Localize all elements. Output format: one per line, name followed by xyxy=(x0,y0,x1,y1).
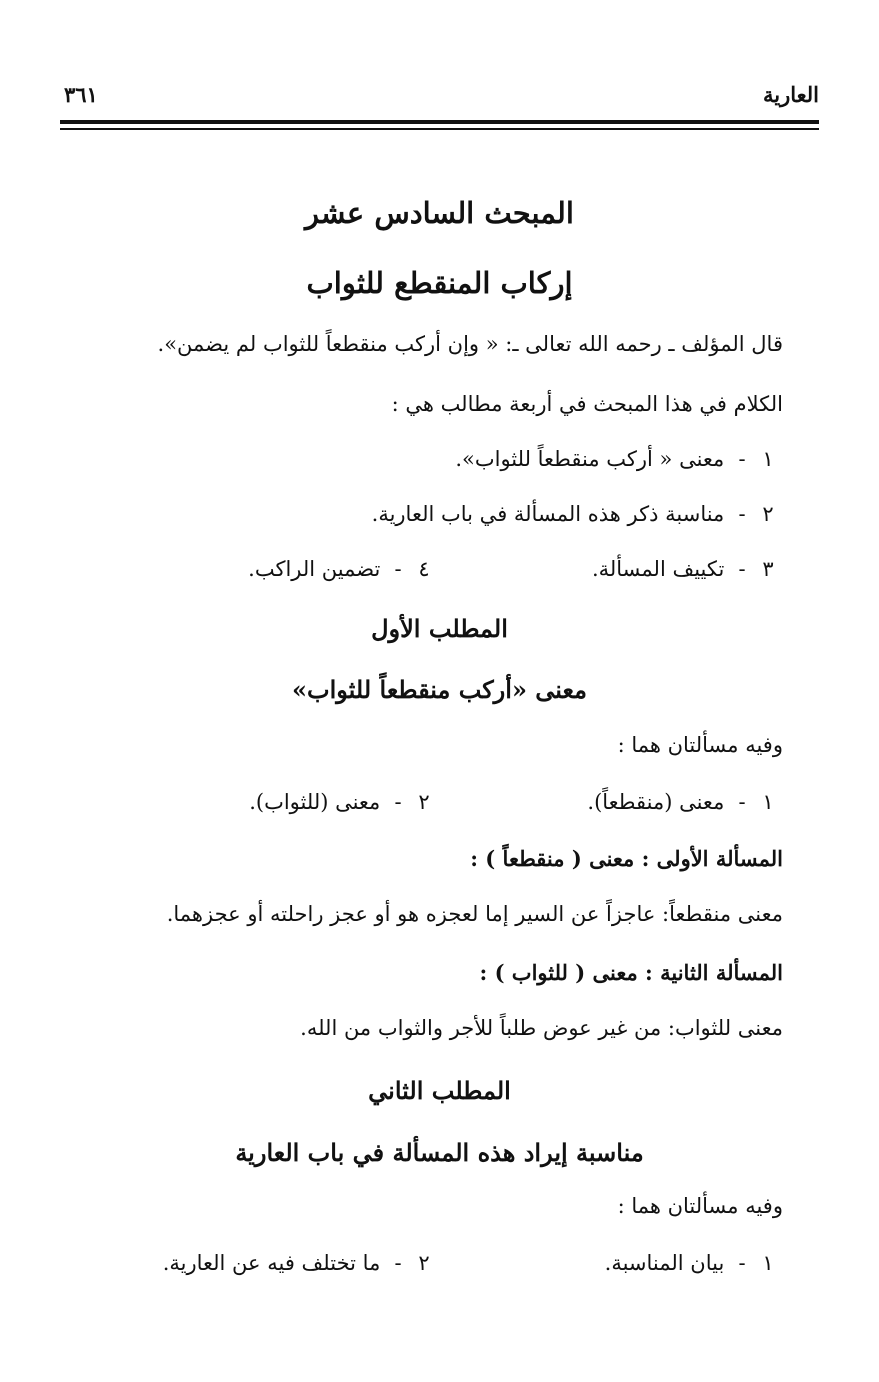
matlab2-item-1 xyxy=(605,1251,783,1275)
page-number: ٣٦١ xyxy=(64,82,98,107)
header-rule-thick xyxy=(60,120,819,124)
question2-text: معنى للثواب: من غير عوض طلباً للأجر والثواب من الله. xyxy=(300,1016,783,1040)
section-subtitle: إركاب المنقطع للثواب xyxy=(306,266,573,300)
item-text: ما تختلف فيه عن العارية. xyxy=(162,1251,381,1275)
item-dash: - xyxy=(738,790,746,814)
running-header xyxy=(60,82,819,118)
item-dash: - xyxy=(394,790,402,814)
item-number: ٢ xyxy=(762,502,774,526)
question2-heading: المسألة الثانية : معنى ( للثواب ) : xyxy=(479,960,783,985)
item-text: معنى (للثواب). xyxy=(249,790,381,814)
item-text: معنى « أركب منقطعاً للثواب». xyxy=(455,447,725,471)
section-title: المبحث السادس عشر xyxy=(305,196,574,230)
item-dash: - xyxy=(738,447,746,471)
question1-heading: المسألة الأولى : معنى ( منقطعاً ) : xyxy=(470,846,783,871)
matlab2-title: مناسبة إيراد هذه المسألة في باب العارية xyxy=(235,1138,644,1167)
item-dash: - xyxy=(738,502,746,526)
matlab1-title: معنى «أركب منقطعاً للثواب» xyxy=(292,675,587,704)
item-number: ١ xyxy=(762,447,774,471)
outline-item-1 xyxy=(455,447,783,471)
item-text: معنى (منقطعاً). xyxy=(587,790,725,814)
outline-item-2 xyxy=(372,502,783,526)
matlab1-heading: المطلب الأول xyxy=(371,614,508,643)
item-number: ١ xyxy=(762,790,774,814)
outline-item-3 xyxy=(592,557,783,581)
matlab2-intro: وفيه مسألتان هما : xyxy=(617,1194,783,1218)
item-text: تكييف المسألة. xyxy=(591,557,725,581)
item-text: تضمين الراكب. xyxy=(248,557,381,581)
matlab1-item-2 xyxy=(249,790,439,814)
item-number: ٣ xyxy=(762,557,774,581)
quote-line: قال المؤلف ـ رحمه الله تعالى ـ: « وإن أركب منقطعاً للثواب لم يضمن». xyxy=(157,332,783,356)
matlab1-intro: وفيه مسألتان هما : xyxy=(617,733,783,757)
intro-line: الكلام في هذا المبحث في أربعة مطالب هي : xyxy=(391,392,783,416)
item-number: ٢ xyxy=(418,1251,430,1275)
item-number: ٤ xyxy=(418,557,430,581)
chapter-title: العارية xyxy=(762,82,819,107)
item-text: مناسبة ذكر هذه المسألة في باب العارية. xyxy=(371,502,725,526)
item-dash: - xyxy=(738,1251,746,1275)
matlab2-item-2 xyxy=(163,1251,439,1275)
item-number: ١ xyxy=(762,1251,774,1275)
question1-text: معنى منقطعاً: عاجزاً عن السير إما لعجزه هو أو عجز راحلته أو عجزهما. xyxy=(166,902,783,926)
item-dash: - xyxy=(394,1251,402,1275)
item-dash: - xyxy=(394,557,402,581)
item-text: بيان المناسبة. xyxy=(604,1251,725,1275)
header-rule-thin xyxy=(60,128,819,130)
item-number: ٢ xyxy=(418,790,430,814)
item-dash: - xyxy=(738,557,746,581)
matlab1-item-1 xyxy=(587,790,783,814)
matlab2-heading: المطلب الثاني xyxy=(368,1076,511,1105)
outline-item-4 xyxy=(248,557,439,581)
